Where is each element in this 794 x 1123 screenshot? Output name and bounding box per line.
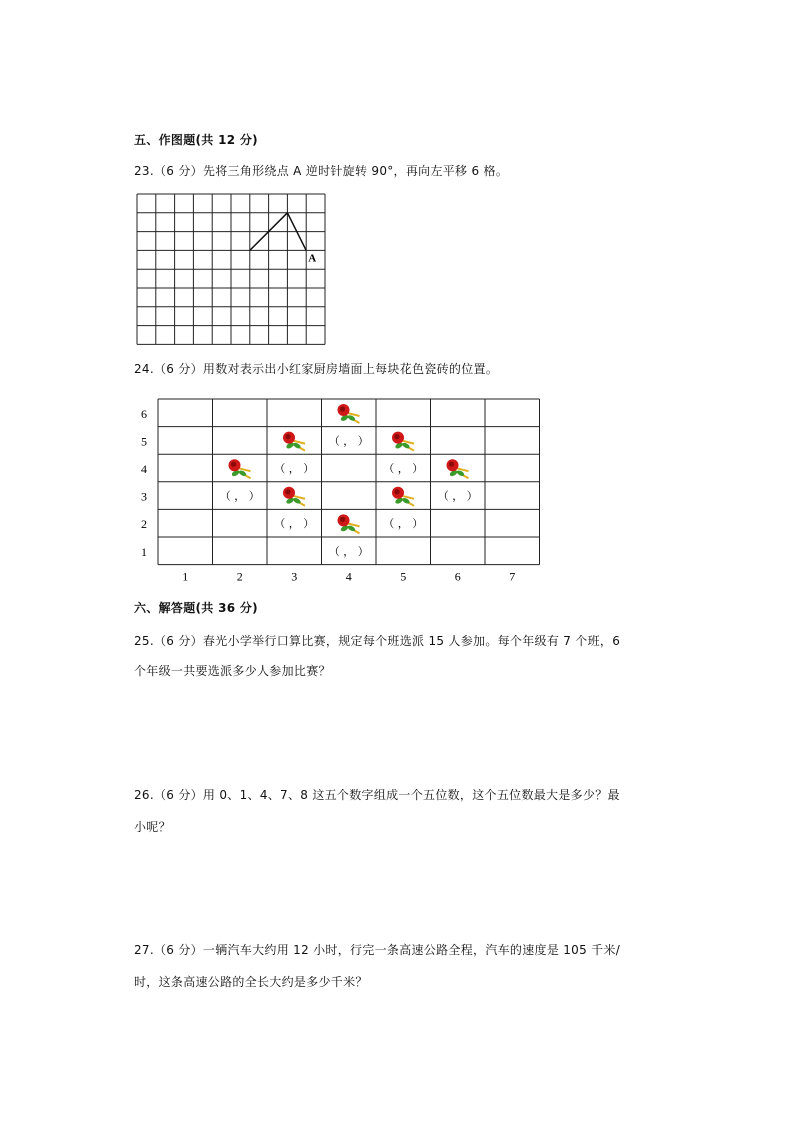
rose-center [285,489,290,494]
answer-blank: （ ， ） [328,544,369,558]
question-25-line2: 个年级一共要选派多少人参加比赛？ [134,664,331,678]
rose-center [394,434,399,439]
column-label: 4 [345,569,352,584]
column-label: 2 [236,569,243,584]
question-25-line1: 25.（6 分）春光小学举行口算比赛，规定每个班选派 15 人参加。每个年级有 7 个班，6 [134,634,621,648]
rose-center [449,462,454,467]
answer-blank: （ ， ） [383,462,424,475]
answer-blank: （ ， ） [437,489,478,503]
question-23-text: 23.（6 分）先将三角形绕点 A 逆时针旋转 90°，再向左平移 6 格。 [134,164,509,178]
flower-tile-icon [283,432,305,451]
column-label: 1 [182,569,189,584]
question-26-line2: 小呢？ [134,820,171,834]
column-label: 5 [400,569,407,584]
answer-blank: （ ， ） [328,434,369,448]
flower-tile-icon [392,487,414,506]
rose-center [340,517,345,522]
tile-position-grid [134,396,544,584]
flower-tile-icon [338,404,360,423]
flower-tile-icon [283,487,305,506]
row-label: 3 [141,489,147,504]
row-label: 4 [141,462,147,476]
row-label: 6 [141,406,147,421]
column-label: 7 [509,569,516,584]
rose-center [285,434,290,439]
question-27-line2: 时，这条高速公路的全长大约是多少千米？ [134,975,368,989]
answer-blank: （ ， ） [219,489,260,503]
rotation-grid [136,193,328,345]
question-27-line1: 27.（6 分）一辆汽车大约用 12 小时，行完一条高速公路全程，汽车的速度是 105 千米/ [134,943,621,957]
column-label: 6 [454,569,461,584]
section-6-title: 六、解答题(共 36 分) [134,601,258,615]
rose-center [231,462,236,467]
question-24-text: 24.（6 分）用数对表示出小红家厨房墙面上每块花色瓷砖的位置。 [134,362,499,376]
row-label: 1 [141,544,147,559]
flower-tile-icon [392,432,414,451]
answer-blank: （ ， ） [274,517,315,531]
rose-center [394,489,399,494]
flower-tile-icon [338,514,360,533]
row-label: 5 [141,434,147,449]
question-26-line1: 26.（6 分）用 0、1、4、7、8 这五个数字组成一个五位数，这个五位数最大是多少？最 [134,788,620,802]
point-a-label: A [308,252,317,265]
rose-center [340,406,345,411]
flower-tile-icon [229,459,251,478]
section-5-title: 五、作图题(共 12 分) [134,133,258,147]
answer-blank: （ ， ） [383,517,424,531]
column-label: 3 [291,569,298,584]
row-label: 2 [141,517,147,532]
answer-blank: （ ， ） [274,462,315,475]
flower-tile-icon [447,459,469,478]
